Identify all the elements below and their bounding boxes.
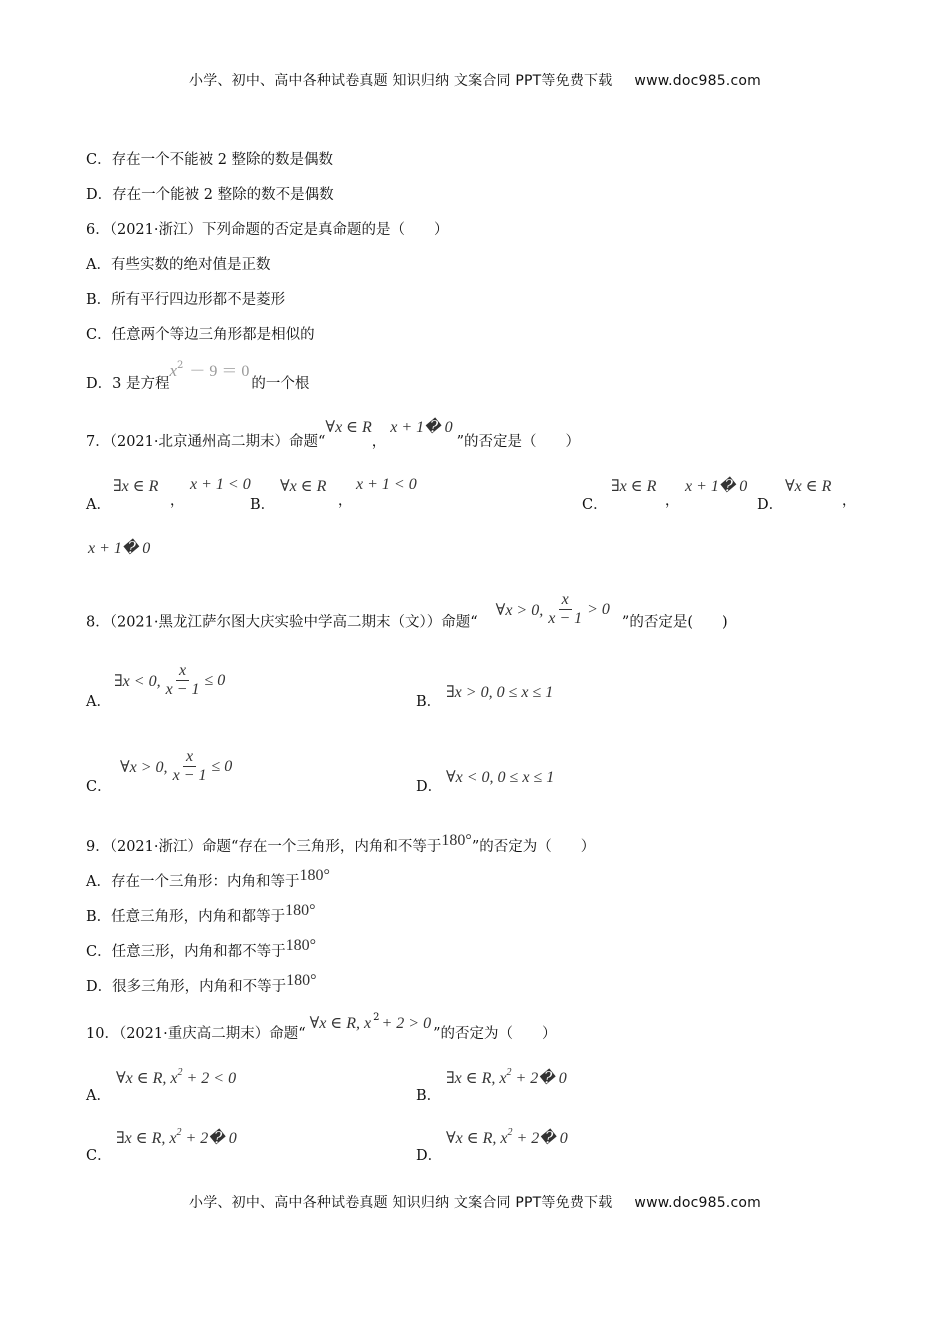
q9-c-deg: 180° bbox=[285, 937, 316, 954]
q10-d-sup: 2 bbox=[507, 1127, 513, 1138]
q5-option-c: C．存在一个不能被 2 整除的数是偶数 bbox=[86, 152, 334, 168]
q6-d-pre: D．3 是方程 bbox=[86, 376, 170, 392]
q9-deg: 180° bbox=[441, 832, 472, 849]
q7-d-m2: x + 1� 0 bbox=[88, 540, 151, 557]
q8-stem-num: x bbox=[559, 591, 572, 610]
q8-c-post: ≤ 0 bbox=[211, 757, 233, 775]
q8-stem-m-pre: ∀x > 0, bbox=[495, 601, 544, 619]
q10-b-label: B． bbox=[416, 1088, 442, 1104]
q10-a-label: A． bbox=[86, 1088, 111, 1104]
q9-d-deg: 180° bbox=[286, 972, 317, 989]
q7-c-m1: ∃x ∈ R bbox=[611, 478, 657, 495]
q7-a-m2: x + 1 < 0 bbox=[190, 476, 251, 493]
q8-a-post: ≤ 0 bbox=[204, 671, 226, 689]
q8-d-label: D． bbox=[416, 779, 443, 795]
q7-d-m1: ∀x ∈ R bbox=[785, 478, 832, 495]
q10-d-m2: + 2� 0 bbox=[516, 1130, 568, 1147]
q10-a-math bbox=[116, 1068, 236, 1088]
footer-text: 小学、初中、高中各种试卷真题 知识归纳 文案合同 PPT等免费下载 bbox=[189, 1195, 613, 1211]
q7-stem-pre: 7．（2021·北京通州高二期末）命题“ bbox=[86, 434, 326, 450]
q8-b-math: ∃x > 0, 0 ≤ x ≤ 1 bbox=[446, 684, 554, 701]
q9-stem bbox=[86, 832, 596, 856]
q10-b-sup: 2 bbox=[506, 1067, 512, 1078]
q10-b-m: ∃x ∈ R, x bbox=[446, 1070, 507, 1087]
q7-comma: ， bbox=[371, 434, 387, 450]
q8-d-math: ∀x < 0, 0 ≤ x ≤ 1 bbox=[446, 769, 555, 786]
q10-stem-post: ”的否定为（ ） bbox=[433, 1026, 557, 1042]
page-header bbox=[0, 70, 950, 90]
q6-d-math-base: x bbox=[169, 361, 178, 380]
page-footer bbox=[0, 1192, 950, 1212]
q10-d-label: D． bbox=[416, 1148, 443, 1164]
q10-c-m: ∃x ∈ R, x bbox=[116, 1130, 177, 1147]
q8-b-label: B． bbox=[416, 694, 442, 710]
q7-stem bbox=[86, 419, 581, 451]
q10-c-m2: + 2� 0 bbox=[185, 1130, 237, 1147]
q5-option-d: D．存在一个能被 2 整除的数不是偶数 bbox=[86, 187, 334, 203]
q10-stem-pre: 10．（2021·重庆高二期末）命题“ bbox=[86, 1026, 306, 1042]
q7-c-comma: ， bbox=[665, 493, 679, 509]
q8-c-num: x bbox=[183, 748, 196, 767]
q9-option-c bbox=[86, 937, 316, 961]
q10-b-m2: + 2� 0 bbox=[515, 1070, 567, 1087]
q6-option-d bbox=[86, 360, 310, 393]
q10-a-sup: 2 bbox=[177, 1067, 183, 1078]
q10-stem-m2: + 2 > 0 bbox=[381, 1015, 432, 1032]
q6-option-b: B．所有平行四边形都不是菱形 bbox=[86, 292, 286, 308]
q7-b-m1: ∀x ∈ R bbox=[280, 478, 327, 495]
q8-a-math bbox=[114, 662, 225, 699]
q8-a-pre: ∃x < 0, bbox=[114, 672, 161, 690]
q10-d-m: ∀x ∈ R, x bbox=[446, 1130, 508, 1147]
q7-stem-post: ”的否定是（ ） bbox=[456, 434, 581, 450]
q10-c-sup: 2 bbox=[176, 1127, 182, 1138]
q8-a-den: x − 1 bbox=[165, 681, 200, 698]
q9-option-d bbox=[86, 972, 317, 996]
footer-site: www.doc985.com bbox=[634, 1195, 761, 1211]
header-text: 小学、初中、高中各种试卷真题 知识归纳 文案合同 PPT等免费下载 bbox=[189, 73, 613, 89]
q7-b-comma: ， bbox=[338, 493, 352, 509]
q8-c-pre: ∀x > 0, bbox=[120, 758, 168, 776]
q9-option-a bbox=[86, 867, 330, 891]
q7-d-comma: ， bbox=[842, 493, 856, 509]
q9-a-text: A．存在一个三角形：内角和等于 bbox=[86, 874, 300, 890]
q8-stem-den: x − 1 bbox=[548, 610, 583, 627]
q10-a-m2: + 2 < 0 bbox=[186, 1070, 237, 1087]
q9-stem-pre: 9．（2021·浙江）命题“存在一个三角形，内角和不等于 bbox=[86, 839, 442, 855]
q10-d-math bbox=[446, 1128, 568, 1148]
q9-a-deg: 180° bbox=[299, 867, 330, 884]
q10-b-math bbox=[446, 1068, 567, 1088]
q8-a-num: x bbox=[176, 662, 189, 681]
q8-stem-m-post: > 0 bbox=[587, 600, 610, 618]
q7-b-m2: x + 1 < 0 bbox=[356, 476, 417, 493]
q6-d-math-rest: － 9 ＝ 0 bbox=[189, 363, 250, 380]
q7-b-label: B． bbox=[250, 497, 276, 513]
header-site: www.doc985.com bbox=[634, 73, 761, 89]
q10-c-label: C． bbox=[86, 1148, 112, 1164]
q8-stem bbox=[86, 591, 728, 640]
q10-a-m: ∀x ∈ R, x bbox=[116, 1070, 178, 1087]
q8-c-den: x − 1 bbox=[172, 767, 207, 784]
q8-stem-post: ”的否定是( ) bbox=[621, 614, 728, 631]
q9-b-text: B．任意三角形，内角和都等于 bbox=[86, 909, 286, 925]
q7-m1: ∀x ∈ R bbox=[325, 419, 372, 436]
q7-m2: x + 1� 0 bbox=[390, 419, 453, 436]
q7-a-label: A． bbox=[86, 497, 111, 513]
q6-d-math-sup: 2 bbox=[177, 360, 184, 371]
q10-stem bbox=[86, 1012, 557, 1043]
q10-stem-m: ∀x ∈ R, x bbox=[309, 1015, 372, 1032]
q9-c-text: C．任意三形，内角和都不等于 bbox=[86, 944, 286, 960]
q7-c-m2: x + 1� 0 bbox=[685, 478, 748, 495]
q7-d-label: D． bbox=[757, 497, 784, 513]
q6-d-post: 的一个根 bbox=[251, 376, 310, 392]
q8-c-math bbox=[120, 748, 232, 785]
q6-option-c: C．任意两个等边三角形都是相似的 bbox=[86, 327, 315, 343]
q7-c-label: C． bbox=[582, 497, 608, 513]
q10-c-math bbox=[116, 1128, 237, 1148]
q10-stem-sup: 2 bbox=[373, 1012, 380, 1023]
q9-stem-post: ”的否定为（ ） bbox=[471, 839, 596, 855]
q7-a-m1: ∃x ∈ R bbox=[113, 478, 159, 495]
q8-stem-pre: 8．（2021·黑龙江萨尔图大庆实验中学高二期末（文））命题“ bbox=[86, 614, 478, 631]
q8-c-label: C． bbox=[86, 779, 112, 795]
q6-stem: 6．（2021·浙江）下列命题的否定是真命题的是（ ） bbox=[86, 222, 449, 238]
q6-option-a: A．有些实数的绝对值是正数 bbox=[86, 257, 271, 273]
q9-b-deg: 180° bbox=[285, 902, 316, 919]
q8-a-label: A． bbox=[86, 694, 111, 710]
q9-d-text: D．很多三角形，内角和不等于 bbox=[86, 979, 287, 995]
q9-option-b bbox=[86, 902, 316, 926]
q7-a-comma: ， bbox=[170, 493, 184, 509]
